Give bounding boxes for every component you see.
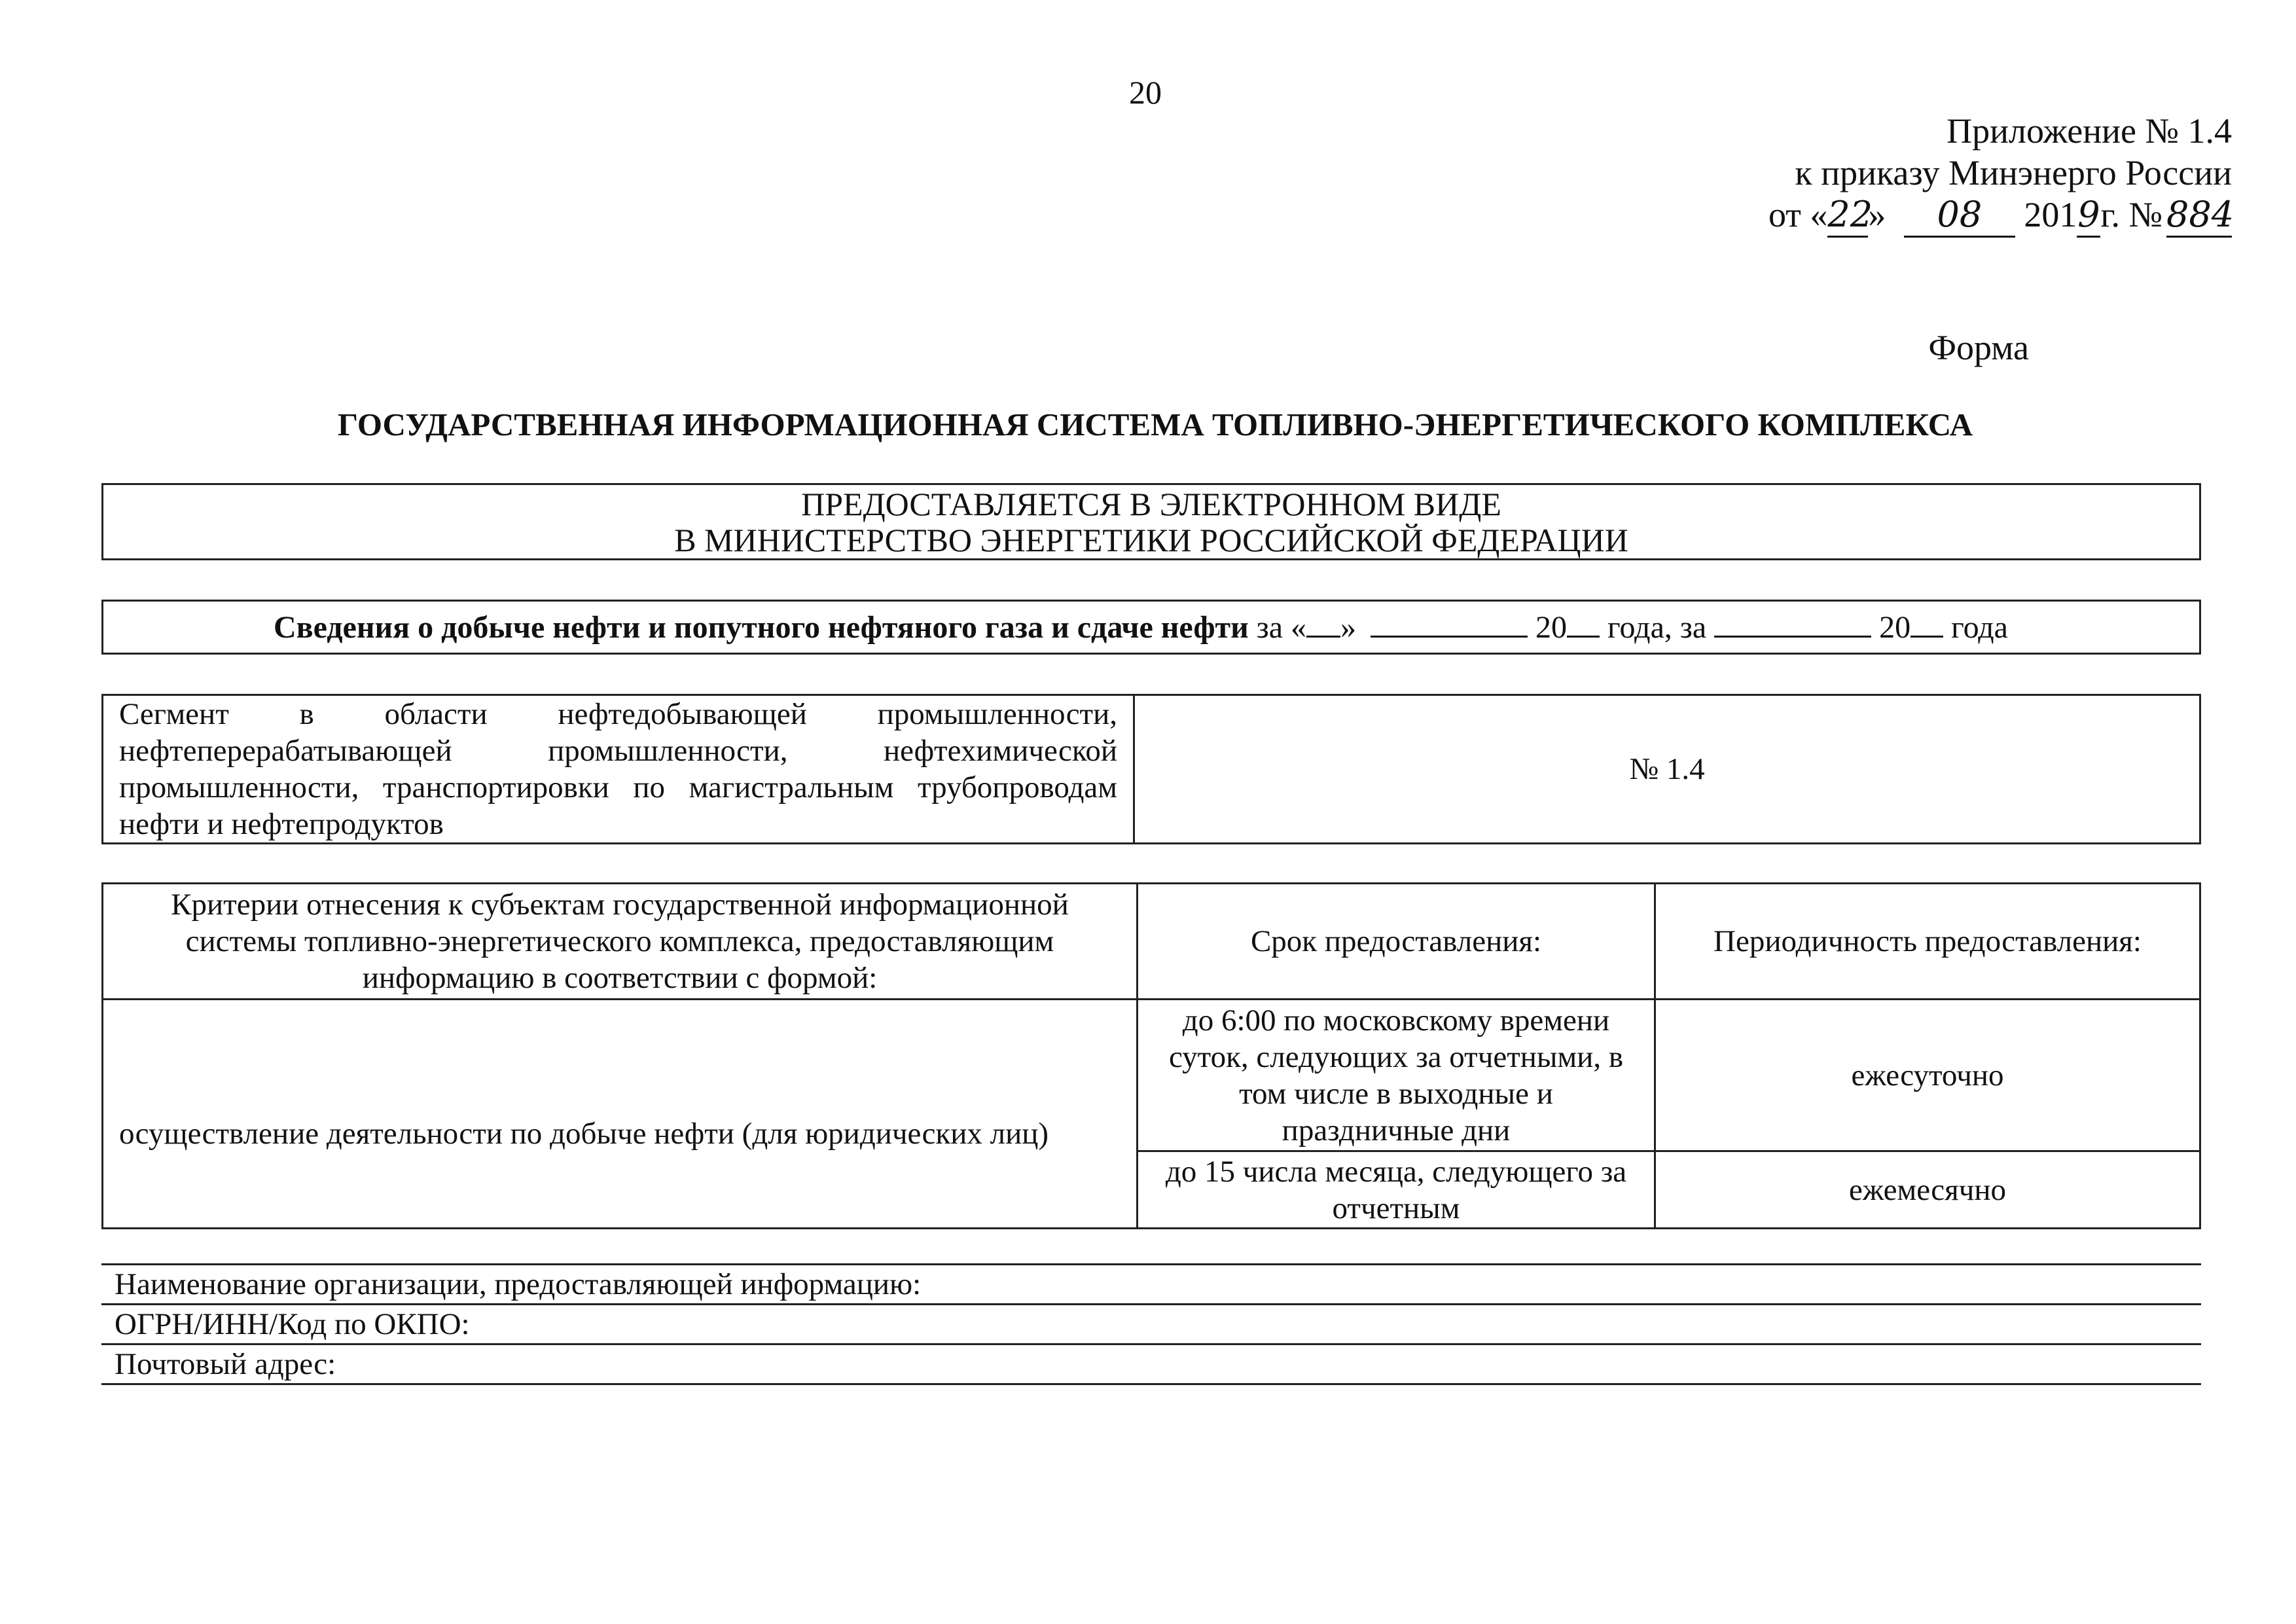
header-frequency: Периодичность предоставления: bbox=[1655, 884, 2200, 1000]
appendix-order-ref: к приказу Минэнерго России bbox=[1795, 153, 2232, 192]
year-prefix: 201 bbox=[2024, 195, 2077, 234]
frequency-daily: ежесуточно bbox=[1655, 1000, 2200, 1151]
page-number: 20 bbox=[1129, 74, 1162, 111]
year2-blank bbox=[1910, 607, 1943, 638]
year2-suffix: года bbox=[1943, 610, 2008, 645]
handwritten-order-number: 884 bbox=[2166, 194, 2232, 238]
criteria-value: осуществление деятельности по добыче нефти (для юридических лиц) bbox=[103, 1000, 1138, 1229]
deadline-daily: до 6:00 по московскому времени суток, следующих за отчетными, в том числе в выходные и праздничные дни bbox=[1138, 1000, 1655, 1151]
submission-notice-box bbox=[101, 483, 2201, 560]
criteria-header-row bbox=[103, 884, 2200, 1000]
org-name-field: Наименование организации, предоставляющей информацию: bbox=[101, 1263, 2201, 1303]
period-blank-1 bbox=[1371, 607, 1528, 638]
form-label: Форма bbox=[1928, 328, 2029, 367]
appendix-title: Приложение № 1.4 bbox=[1946, 111, 2232, 151]
report-title-box bbox=[101, 600, 2201, 655]
year2-prefix: 20 bbox=[1871, 610, 1911, 645]
report-za: за « bbox=[1248, 610, 1307, 645]
year-suffix: г. № bbox=[2100, 195, 2162, 234]
appendix-date-line bbox=[1571, 194, 2232, 238]
header-deadline: Срок предоставления: bbox=[1138, 884, 1655, 1000]
year1-blank bbox=[1567, 607, 1600, 638]
frequency-monthly: ежемесячно bbox=[1655, 1151, 2200, 1229]
report-title: Сведения о добыче нефти и попутного нефтяного газа и сдаче нефти bbox=[274, 610, 1249, 645]
segment-description: Сегмент в области нефтедобывающей промышленности, нефтеперерабатывающей промышленности, нефтехимической промышленности, транспортировки по магистральным трубопроводам нефти и нефтепродуктов bbox=[103, 695, 1134, 844]
period-blank-2 bbox=[1714, 607, 1871, 638]
header-criteria: Критерии отнесения к субъектам государственной информационной системы топливно-энергетического комплекса, предоставляющим информацию в соответствии с формой: bbox=[103, 884, 1138, 1000]
segment-number: № 1.4 bbox=[1134, 695, 2200, 844]
appendix-header bbox=[1571, 110, 2232, 238]
deadline-monthly: до 15 числа месяца, следующего за отчетным bbox=[1138, 1151, 1655, 1229]
org-ids-field: ОГРН/ИНН/Код по ОКПО: bbox=[101, 1303, 2201, 1343]
submission-line-2: В МИНИСТЕРСТВО ЭНЕРГЕТИКИ РОССИЙСКОЙ ФЕДЕРАЦИИ bbox=[674, 522, 1628, 558]
day-blank bbox=[1306, 607, 1340, 638]
day-suffix: » bbox=[1868, 195, 1886, 234]
table-row bbox=[103, 1000, 2200, 1151]
quote-close: » bbox=[1340, 610, 1357, 645]
criteria-table bbox=[101, 882, 2201, 1229]
org-address-field: Почтовый адрес: bbox=[101, 1343, 2201, 1385]
year1-prefix: 20 bbox=[1528, 610, 1568, 645]
segment-table bbox=[101, 694, 2201, 844]
handwritten-year-digit: 9 bbox=[2077, 194, 2100, 238]
year1-suffix: года, за bbox=[1600, 610, 1715, 645]
date-prefix: от « bbox=[1768, 195, 1828, 234]
handwritten-month: 08 bbox=[1904, 194, 2015, 238]
main-title: ГОСУДАРСТВЕННАЯ ИНФОРМАЦИОННАЯ СИСТЕМА ТОПЛИВНО-ЭНЕРГЕТИЧЕСКОГО КОМПЛЕКСА bbox=[337, 406, 1973, 442]
organization-fields bbox=[101, 1263, 2201, 1385]
handwritten-day: 22 bbox=[1827, 194, 1868, 238]
submission-line-1: ПРЕДОСТАВЛЯЕТСЯ В ЭЛЕКТРОННОМ ВИДЕ bbox=[801, 486, 1501, 522]
